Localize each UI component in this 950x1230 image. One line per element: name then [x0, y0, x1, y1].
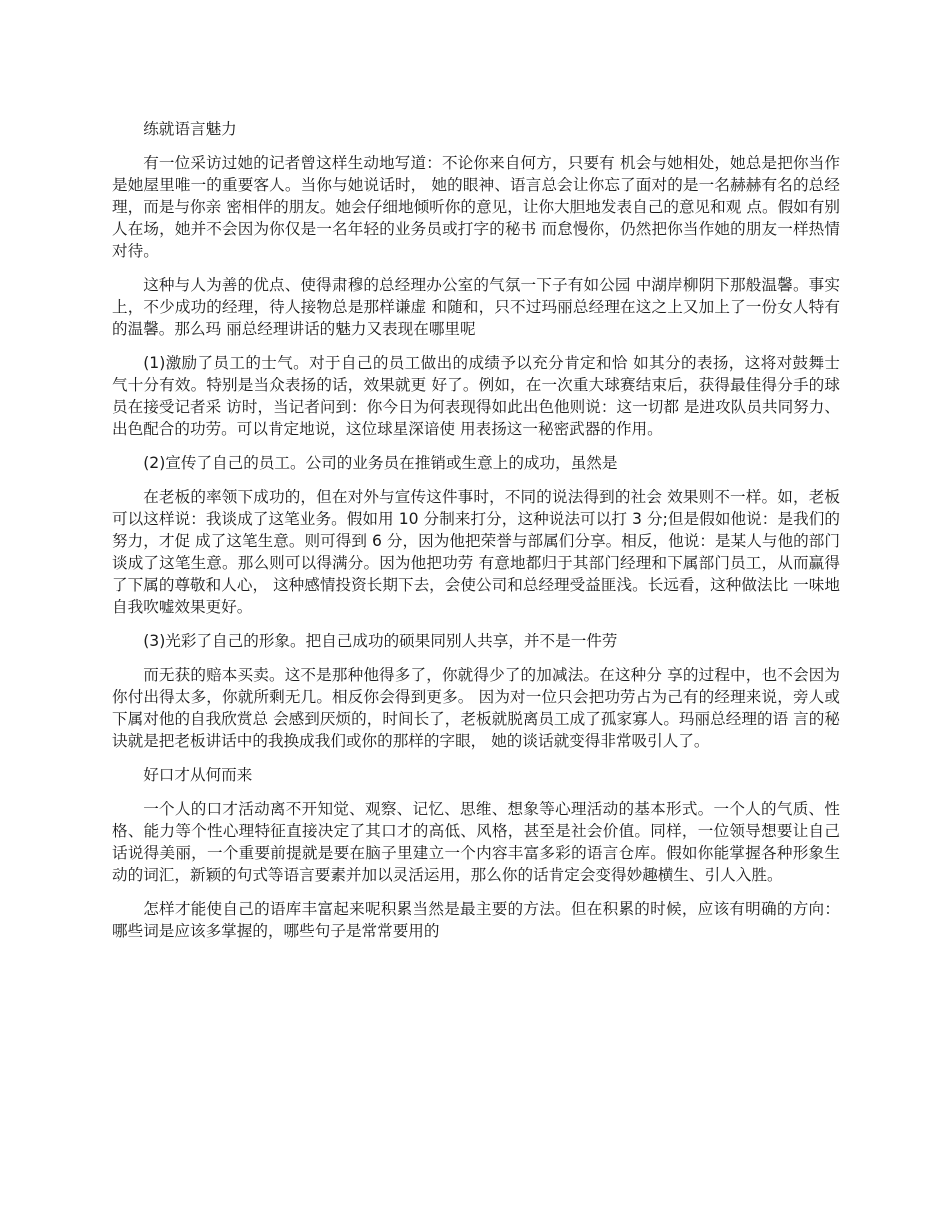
- paragraph-1: 有一位采访过她的记者曾这样生动地写道：不论你来自何方，只要有 机会与她相处，她总是把你当作是她屋里唯一的重要客人。当你与她说话时， 她的眼神、语言总会让你忘了面对的是一名赫赫有名的总经理，而是与你亲 密相伴的朋友。她会仔细地倾听你的意见，让你大胆地发表自己的意见和观 点。假如有别人在场，她并不会因为你仅是一名年轻的业务员或打字的秘书 而怠慢你，仍然把你当作她的朋友一样热情对待。: [112, 154, 840, 260]
- document-body: [112, 118, 840, 954]
- paragraph-4: (2)宣传了自己的员工。公司的业务员在推销或生意上的成功，虽然是: [143, 454, 618, 472]
- section-heading-2: 好口才从何而来: [143, 766, 253, 784]
- section-heading-1: 练就语言魅力: [143, 120, 237, 138]
- paragraph-9: 怎样才能使自己的语库丰富起来呢积累当然是最主要的方法。但在积累的时候，应该有明确的方向：哪些词是应该多掌握的，哪些句子是常常要用的: [112, 900, 840, 940]
- paragraph-3: (1)激励了员工的士气。对于自己的员工做出的成绩予以充分肯定和恰 如其分的表扬，这将对鼓舞士气十分有效。特别是当众表扬的话，效果就更 好了。例如，在一次重大球赛结束后，获得最佳得分手的球员在接受记者采 访时，当记者问到：你今日为何表现得如此出色他则说：这一切都 是进攻队员共同努力、出色配合的功劳。可以肯定地说，这位球星深谙使 用表扬这一秘密武器的作用。: [112, 354, 840, 438]
- paragraph-5: 在老板的率领下成功的，但在对外与宣传这件事时，不同的说法得到的社会 效果则不一样。如，老板可以这样说：我谈成了这笔业务。假如用 10 分制来打分，这种说法可以打 3 分;但是假如他说：是我们的努力，才促 成了这笔生意。则可得到 6 分，因为他把荣誉与部属们分享。相反，他说：是某人与他的部门谈成了这笔生意。那么则可以得满分。因为他把功劳 有意地都归于其部门经理和下属部门员工，从而赢得了下属的尊敬和人心， 这种感情投资长期下去，会使公司和总经理受益匪浅。长远看，这种做法比 一味地自我吹嘘效果更好。: [112, 488, 840, 616]
- paragraph-8: 一个人的口才活动离不开知觉、观察、记忆、思维、想象等心理活动的基本形式。一个人的气质、性格、能力等个性心理特征直接决定了其口才的高低、风格，甚至是社会价值。同样，一位领导想要让自己话说得美丽，一个重要前提就是要在脑子里建立一个内容丰富多彩的语言仓库。假如你能掌握各种形象生动的词汇，新颖的句式等语言要素并加以灵活运用，那么你的话肯定会变得妙趣横生、引人入胜。: [112, 800, 840, 884]
- paragraph-6: (3)光彩了自己的形象。把自己成功的硕果同别人共享，并不是一件劳: [143, 632, 618, 650]
- paragraph-7: 而无获的赔本买卖。这不是那种他得多了，你就得少了的加减法。在这种分 享的过程中，也不会因为你付出得太多，你就所剩无几。相反你会得到更多。 因为对一位只会把功劳占为己有的经理来说，旁人或下属对他的自我欣赏总 会感到厌烦的，时间长了，老板就脱离员工成了孤家寡人。玛丽总经理的语 言的秘诀就是把老板讲话中的我换成我们或你的那样的字眼， 她的谈话就变得非常吸引人了。: [112, 666, 840, 750]
- paragraph-2: 这种与人为善的优点、使得肃穆的总经理办公室的气氛一下子有如公园 中湖岸柳阴下那般温馨。事实上，不少成功的经理，待人接物总是那样谦虚 和随和，只不过玛丽总经理在这之上又加上了一份女人特有的温馨。那么玛 丽总经理讲话的魅力又表现在哪里呢: [112, 276, 840, 338]
